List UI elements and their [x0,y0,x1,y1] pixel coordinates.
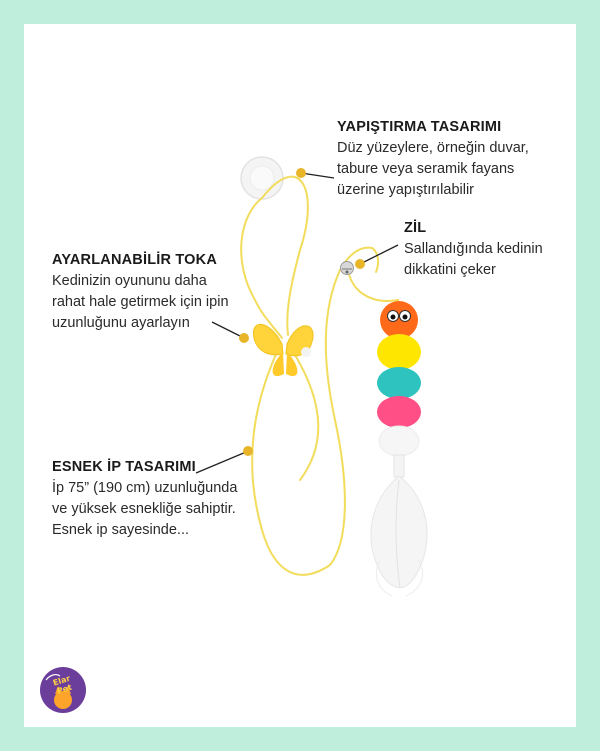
callout-elastic-rope [52,459,282,541]
callout-suction-design [337,119,587,201]
callout-title: ESNEK İP TASARIMI [52,459,196,475]
callout-adjustable-buckle [52,252,272,334]
callout-body: İp 75” (190 cm) uzunluğunda ve yüksek esnekliğe sahiptir. Esnek ip sayesinde... [52,480,238,538]
callout-body: Kedinizin oyununu daha rahat hale getirmek için ipin uzunluğunu ayarlayın [52,273,229,331]
callout-title: YAPIŞTIRMA TASARIMI [337,119,502,135]
suction-cup [241,157,283,199]
callout-title: AYARLANABİLİR TOKA [52,252,217,268]
callout-body: Sallandığında kedinin dikkatini çeker [404,241,543,278]
callout-title: ZİL [404,220,427,236]
callout-bell [404,220,584,281]
callout-body: Düz yüzeylere, örneğin duvar, tabure veya seramik fayans üzerine yapıştırılabilir [337,140,529,198]
brand-logo-text: Elar Pet [51,673,73,696]
bell [341,262,354,275]
pompom-toy [371,301,427,596]
